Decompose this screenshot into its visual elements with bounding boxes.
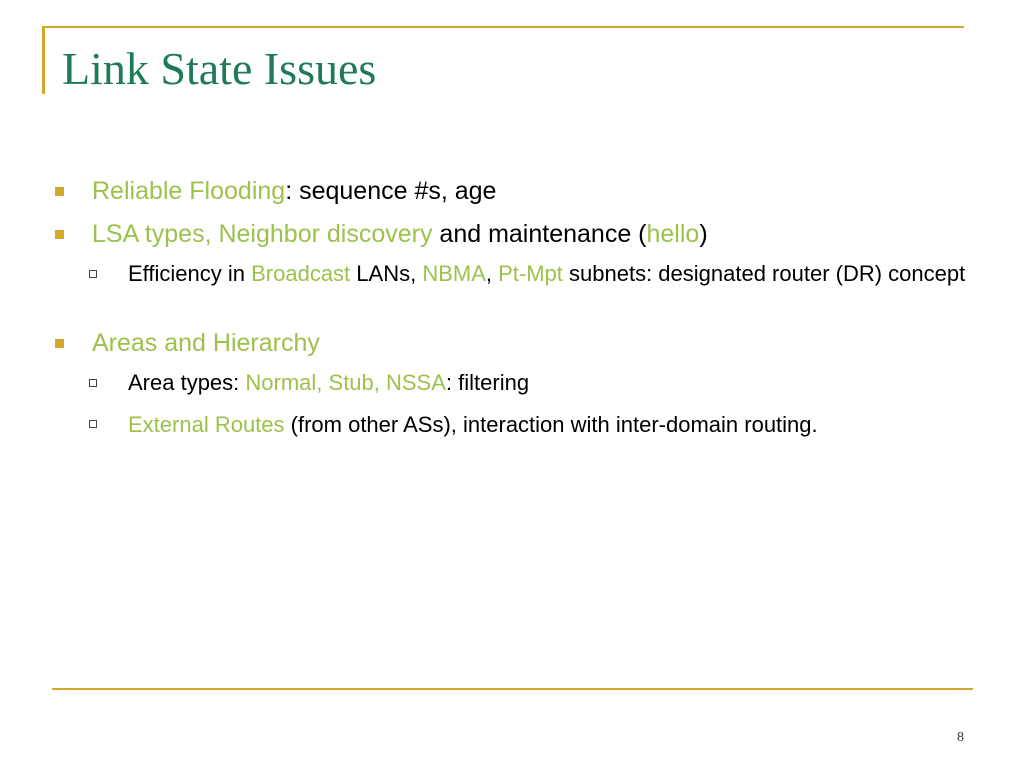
bullet-text <box>92 176 496 206</box>
square-bullet-icon <box>55 187 64 196</box>
bullet-body: subnets: designated router (DR) concept <box>562 261 966 286</box>
page-number: 8 <box>957 730 964 745</box>
title-frame-left-rule <box>42 26 45 94</box>
bullet-body: ) <box>699 220 708 248</box>
title-frame-top-rule <box>42 26 964 28</box>
bullet-body: : filtering <box>445 370 530 395</box>
bullet-body: and maintenance ( <box>432 220 647 248</box>
bullet-body: Efficiency in <box>128 261 252 286</box>
highlight-term: Areas and Hierarchy <box>92 329 320 357</box>
bullet-reliable-flooding <box>55 176 496 206</box>
hollow-square-bullet-icon <box>89 379 97 387</box>
sub-bullet-external-routes <box>55 406 968 444</box>
bullet-text <box>92 219 708 249</box>
bullet-body: , <box>485 261 499 286</box>
sub-bullet-efficiency <box>55 260 968 288</box>
highlight-term: Broadcast <box>251 261 351 286</box>
bullet-lsa-types <box>55 219 708 249</box>
highlight-term: External Routes <box>128 412 285 437</box>
highlight-term: Pt-Mpt <box>498 261 563 286</box>
slide-title: Link State Issues <box>62 43 377 94</box>
highlight-term: Reliable Flooding <box>92 177 286 205</box>
bullet-text <box>128 406 968 444</box>
bullet-text <box>128 260 968 288</box>
bullet-text <box>128 369 968 397</box>
bullet-body: (from other ASs), interaction with inter-domain routing. <box>284 412 818 437</box>
square-bullet-icon <box>55 339 64 348</box>
square-bullet-icon <box>55 230 64 239</box>
highlight-term: LSA types, Neighbor discovery <box>92 220 433 248</box>
highlight-term: hello <box>646 220 700 248</box>
bullet-body: LANs, <box>350 261 423 286</box>
highlight-term: NBMA <box>422 261 486 286</box>
bullet-body: Area types: <box>128 370 246 395</box>
hollow-square-bullet-icon <box>89 270 97 278</box>
footer-rule <box>52 688 973 690</box>
sub-bullet-area-types <box>55 369 968 397</box>
bullet-areas-hierarchy <box>55 328 320 358</box>
bullet-text <box>92 328 320 358</box>
highlight-term: Normal, Stub, NSSA <box>245 370 446 395</box>
hollow-square-bullet-icon <box>89 420 97 428</box>
bullet-body: : sequence #s, age <box>285 177 497 205</box>
